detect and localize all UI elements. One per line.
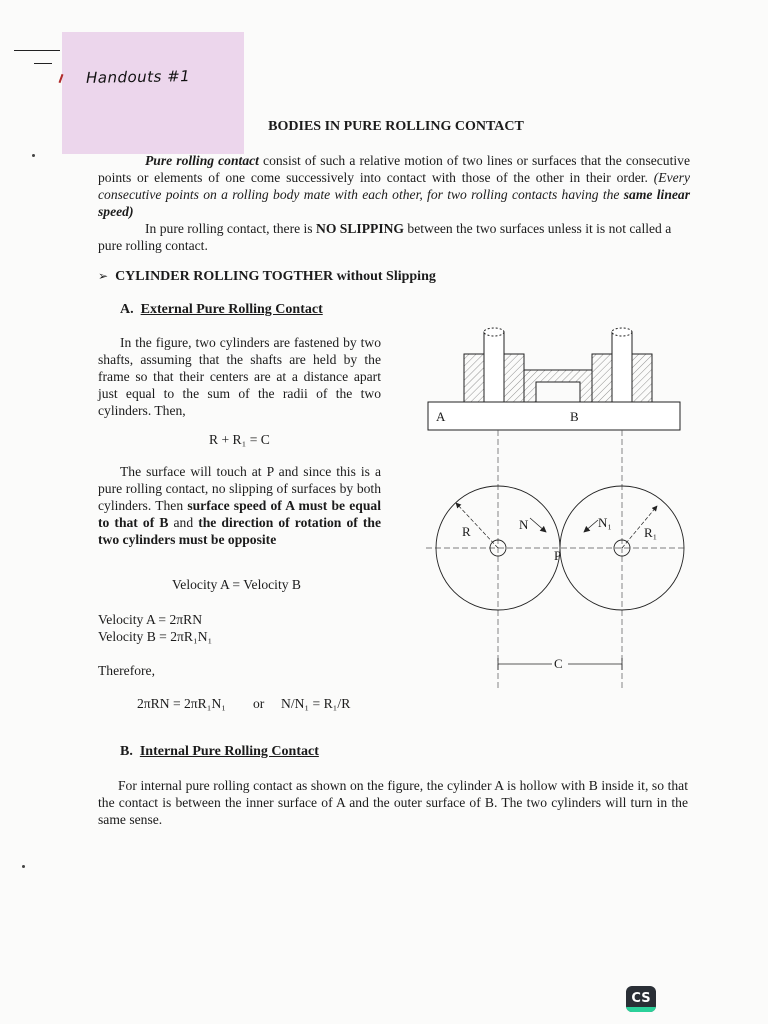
equation-sum-radii: R + R₁ = C: [209, 432, 270, 447]
frame-assembly: [428, 328, 680, 430]
rotation-n-arrow: [530, 518, 546, 532]
speck: [22, 865, 25, 868]
equation-or: or: [253, 696, 265, 711]
left-shaft-top: [484, 328, 504, 336]
page-title: BODIES IN PURE ROLLING CONTACT: [268, 119, 524, 134]
equation-final-right: N/N₁ = R₁/R: [281, 696, 351, 711]
pen-mark: [34, 63, 52, 64]
camscanner-logo-text: CS: [631, 991, 651, 1006]
intro-italic-bold: same linear speed): [98, 187, 690, 219]
rotation-n1-arrow: [584, 520, 598, 532]
bullet-arrow-icon: ➢: [98, 269, 109, 283]
no-slip-text-end: between the two surfaces unless it is not called a pure rolling contact.: [98, 221, 672, 253]
figure-label-c: C: [554, 656, 563, 671]
figure-label-n: N: [519, 517, 529, 532]
connecting-frame: [524, 370, 592, 402]
figure-label-r1: R₁: [644, 525, 658, 540]
contact-bold-2: the direction of rotation of the two cylinders must be opposite: [98, 515, 381, 547]
right-bearing-outer: [632, 354, 652, 402]
subheading-b-text: Internal Pure Rolling Contact: [139, 744, 319, 759]
figure-label-p: P: [554, 548, 562, 563]
subheading-b-letter: B.: [120, 744, 133, 759]
handwritten-label: Handouts #1: [85, 67, 191, 87]
right-shaft: [612, 332, 632, 402]
equation-velocity-b: Velocity B = 2πR₁N₁: [98, 629, 213, 644]
contact-paragraph: [98, 463, 381, 548]
subheading-a-letter: A.: [120, 302, 134, 317]
subheading-b: [120, 744, 319, 760]
pen-mark: [14, 50, 60, 51]
contact-bold-1: surface speed of A must be equal to that of B: [98, 498, 381, 530]
internal-paragraph: For internal pure rolling contact as shown on the figure, the cylinder A is hollow with B inside it, so that the contact is between the inner surface of A and the outer surface of B. The two cylinders will turn in the same sense.: [98, 778, 688, 827]
no-slipping-paragraph: [98, 220, 690, 254]
intro-block: [98, 152, 690, 254]
subheading-a: [120, 302, 323, 318]
contact-text: [98, 463, 381, 548]
sticky-note: [62, 32, 244, 154]
equation-final-left: 2πRN = 2πR₁N₁: [137, 696, 227, 711]
section-heading: [98, 269, 436, 285]
base-plate: [428, 402, 680, 430]
contact-text-start: The surface will touch at P and since this is a pure rolling contact, no slipping of surfaces by both cylinders. Then: [98, 464, 381, 513]
figure-label-n1: N₁: [598, 515, 612, 530]
intro-term: Pure rolling contact: [145, 153, 259, 168]
left-shaft: [484, 332, 504, 402]
figure-label-a: A: [436, 409, 446, 424]
intro-text: consist of such a relative motion of two lines or surfaces that the consecutive points or elements of one come successively into contact with those of the other in their order.: [98, 153, 690, 185]
no-slip-bold: NO SLIPPING: [316, 221, 404, 236]
no-slip-text: In pure rolling contact, there is: [145, 221, 316, 236]
left-bearing-outer: [464, 354, 484, 402]
figure-label-r: R: [462, 524, 471, 539]
section-heading-text: CYLINDER ROLLING TOGTHER without Slipping: [115, 269, 436, 284]
left-bearing-inner: [504, 354, 524, 402]
camscanner-logo-bar: [626, 1007, 656, 1012]
right-bearing-inner: [592, 354, 612, 402]
figure-label-b: B: [570, 409, 579, 424]
rolling-contact-figure: [420, 318, 690, 690]
equation-velocity-a: Velocity A = 2πRN: [98, 612, 203, 627]
equation-velocity-equal: Velocity A = Velocity B: [172, 577, 301, 592]
contact-text-mid: and: [168, 515, 199, 530]
intro-italic-note: (Every consecutive points on a rolling body mate with each other, for two rolling contacts having the: [98, 170, 690, 202]
subheading-a-text: External Pure Rolling Contact: [140, 302, 323, 317]
camscanner-logo: [626, 986, 656, 1012]
external-contact-text: [98, 334, 381, 419]
speck: [32, 154, 35, 157]
intro-paragraph: [98, 152, 690, 220]
external-paragraph: In the figure, two cylinders are fastened by two shafts, assuming that the shafts are held by the frame so that their centers are at a distance apart just equal to the sum of the radii of the two cylinders. Then,: [98, 335, 381, 418]
right-shaft-top: [612, 328, 632, 336]
therefore-label: Therefore,: [98, 663, 155, 678]
internal-contact-text: [98, 777, 688, 828]
